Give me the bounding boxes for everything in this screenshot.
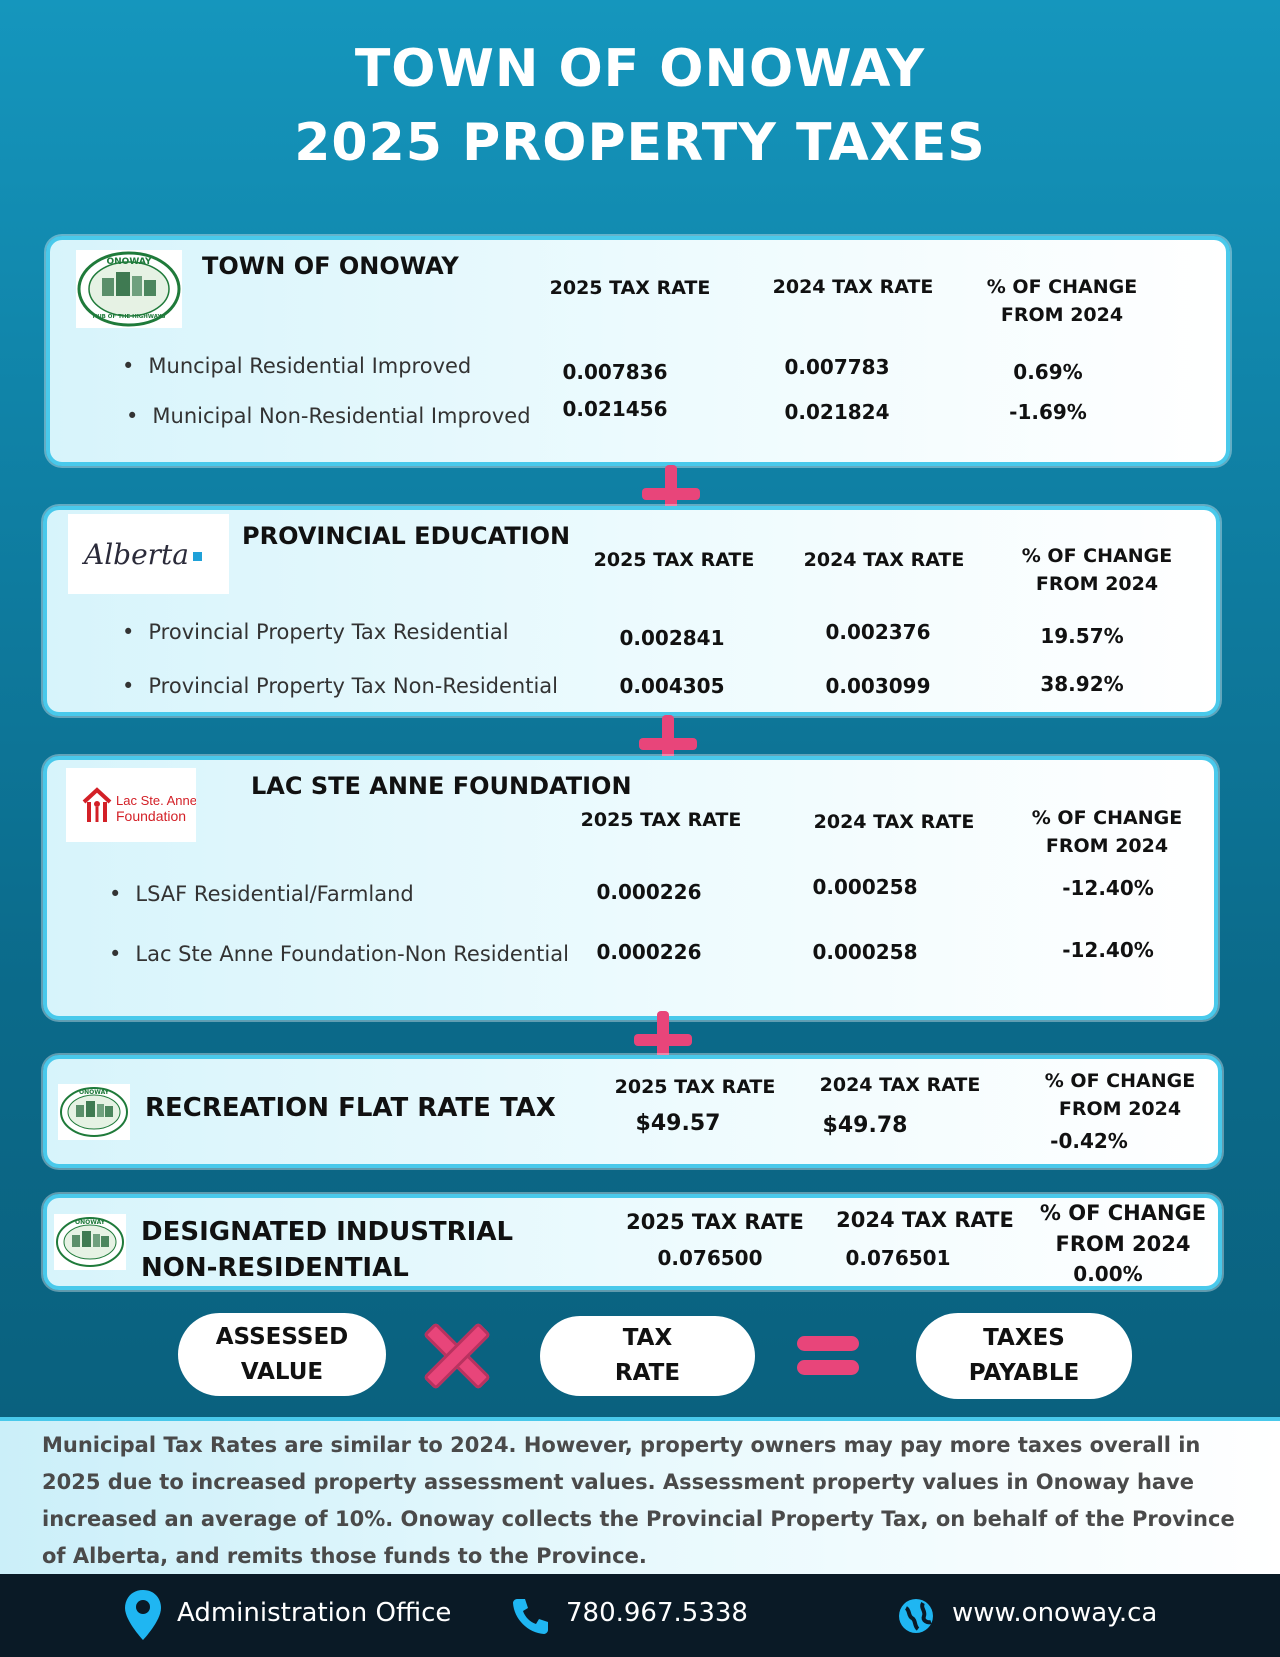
svg-text:HUB OF THE HIGHWAYS: HUB OF THE HIGHWAYS bbox=[92, 314, 166, 320]
industrial-change: 0.00% bbox=[1073, 1262, 1143, 1286]
onoway-logo bbox=[54, 1214, 126, 1270]
svg-text:Alberta: Alberta bbox=[84, 538, 189, 571]
provincial-section-card bbox=[43, 506, 1220, 716]
lsaf-section-card bbox=[43, 756, 1218, 1020]
info-note-text: Municipal Tax Rates are similar to 2024. However, property owners may pay more taxes overall in 2025 due to increased property assessment values. Assessment property values in Onoway have increased an average of 10%. Onoway collects the Provincial Property Tax, on behalf of the Province of Alberta, and remits those funds to the Province. bbox=[42, 1433, 1235, 1568]
lsaf-row-1-change: -12.40% bbox=[1062, 876, 1154, 900]
footer-office: Administration Office bbox=[177, 1598, 452, 1628]
lsaf-row-2-change: -12.40% bbox=[1062, 938, 1154, 962]
onoway-logo bbox=[58, 1084, 130, 1140]
lsaf-section-title: LAC STE ANNE FOUNDATION bbox=[251, 772, 632, 800]
lsaf-col-2025: 2025 TAX RATE bbox=[580, 809, 742, 831]
page-title bbox=[0, 32, 1280, 180]
lsaf-row-1-label: • LSAF Residential/Farmland bbox=[109, 882, 414, 906]
location-pin-icon bbox=[123, 1588, 163, 1642]
provincial-section-title: PROVINCIAL EDUCATION bbox=[242, 522, 571, 550]
assessed-value-pill: ASSESSED VALUE bbox=[178, 1313, 386, 1396]
town-row-1-2025: 0.007836 bbox=[562, 360, 668, 384]
lsaf-col-change: % OF CHANGE FROM 2024 bbox=[1031, 807, 1183, 857]
title-line-2: 2025 PROPERTY TAXES bbox=[294, 113, 986, 173]
provincial-col-2024: 2024 TAX RATE bbox=[803, 549, 965, 571]
town-row-2-2024: 0.021824 bbox=[784, 400, 890, 424]
svg-text:Lac Ste. Anne: Lac Ste. Anne bbox=[116, 793, 196, 808]
town-col-2025: 2025 TAX RATE bbox=[549, 277, 711, 299]
lsaf-row-1-2025: 0.000226 bbox=[596, 880, 702, 904]
taxes-payable-pill: TAXES PAYABLE bbox=[916, 1313, 1132, 1399]
alberta-logo bbox=[68, 514, 229, 594]
town-row-2-2025: 0.021456 bbox=[562, 397, 668, 421]
recreation-change: -0.42% bbox=[1050, 1129, 1128, 1153]
provincial-col-2025: 2025 TAX RATE bbox=[593, 549, 755, 571]
lsaf-logo bbox=[66, 768, 196, 842]
recreation-col-change: % OF CHANGE FROM 2024 bbox=[1044, 1070, 1196, 1120]
recreation-2024: $49.78 bbox=[822, 1113, 908, 1138]
recreation-2025: $49.57 bbox=[635, 1111, 721, 1136]
town-row-1-label: • Muncipal Residential Improved bbox=[122, 354, 471, 378]
town-section-title: TOWN OF ONOWAY bbox=[202, 252, 459, 280]
town-col-change: % OF CHANGE FROM 2024 bbox=[986, 276, 1138, 326]
town-row-1-2024: 0.007783 bbox=[784, 355, 890, 379]
provincial-row-2-label: • Provincial Property Tax Non-Residential bbox=[122, 674, 558, 698]
onoway-logo bbox=[76, 250, 182, 328]
provincial-row-2-2024: 0.003099 bbox=[825, 674, 931, 698]
recreation-section-card bbox=[43, 1055, 1222, 1168]
svg-text:ONOWAY: ONOWAY bbox=[79, 1089, 109, 1096]
recreation-col-2024: 2024 TAX RATE bbox=[819, 1074, 981, 1096]
footer bbox=[0, 1574, 1280, 1657]
equals-icon bbox=[797, 1336, 859, 1380]
title-line-1: TOWN OF ONOWAY bbox=[354, 39, 926, 99]
lsaf-row-2-label: • Lac Ste Anne Foundation-Non Residential bbox=[109, 942, 569, 966]
industrial-section-card bbox=[43, 1194, 1222, 1290]
industrial-col-change: % OF CHANGE FROM 2024 bbox=[1039, 1201, 1207, 1256]
industrial-2024: 0.076501 bbox=[845, 1246, 951, 1270]
svg-text:Foundation: Foundation bbox=[116, 808, 187, 824]
svg-text:ONOWAY: ONOWAY bbox=[106, 257, 152, 267]
footer-website[interactable]: www.onoway.ca bbox=[952, 1598, 1158, 1628]
town-row-2-change: -1.69% bbox=[1009, 400, 1087, 424]
lsaf-row-2-2025: 0.000226 bbox=[596, 940, 702, 964]
industrial-col-2024: 2024 TAX RATE bbox=[836, 1208, 1014, 1232]
provincial-row-1-label: • Provincial Property Tax Residential bbox=[122, 620, 509, 644]
info-note bbox=[0, 1417, 1280, 1574]
provincial-row-1-change: 19.57% bbox=[1040, 624, 1124, 648]
town-section-card bbox=[46, 236, 1230, 466]
town-row-2-label: • Municipal Non-Residential Improved bbox=[126, 404, 531, 428]
provincial-col-change: % OF CHANGE FROM 2024 bbox=[1021, 545, 1173, 595]
multiply-icon bbox=[422, 1320, 492, 1390]
town-row-1-change: 0.69% bbox=[1013, 360, 1083, 384]
provincial-row-1-2025: 0.002841 bbox=[619, 626, 725, 650]
lsaf-row-2-2024: 0.000258 bbox=[812, 940, 918, 964]
provincial-row-2-2025: 0.004305 bbox=[619, 674, 725, 698]
recreation-section-title: RECREATION FLAT RATE TAX bbox=[145, 1093, 556, 1123]
industrial-2025: 0.076500 bbox=[657, 1246, 763, 1270]
recreation-col-2025: 2025 TAX RATE bbox=[614, 1076, 776, 1098]
provincial-row-1-2024: 0.002376 bbox=[825, 620, 931, 644]
svg-text:ONOWAY: ONOWAY bbox=[75, 1219, 105, 1226]
tax-rate-pill: TAX RATE bbox=[540, 1316, 755, 1396]
provincial-row-2-change: 38.92% bbox=[1040, 672, 1124, 696]
industrial-col-2025: 2025 TAX RATE bbox=[626, 1210, 804, 1234]
town-col-2024: 2024 TAX RATE bbox=[772, 276, 934, 298]
footer-phone[interactable]: 780.967.5338 bbox=[566, 1598, 748, 1628]
phone-icon bbox=[511, 1596, 551, 1636]
lsaf-col-2024: 2024 TAX RATE bbox=[813, 811, 975, 833]
industrial-section-title: DESIGNATED INDUSTRIAL NON-RESIDENTIAL bbox=[141, 1217, 514, 1283]
lsaf-row-1-2024: 0.000258 bbox=[812, 875, 918, 899]
globe-icon bbox=[896, 1596, 936, 1636]
